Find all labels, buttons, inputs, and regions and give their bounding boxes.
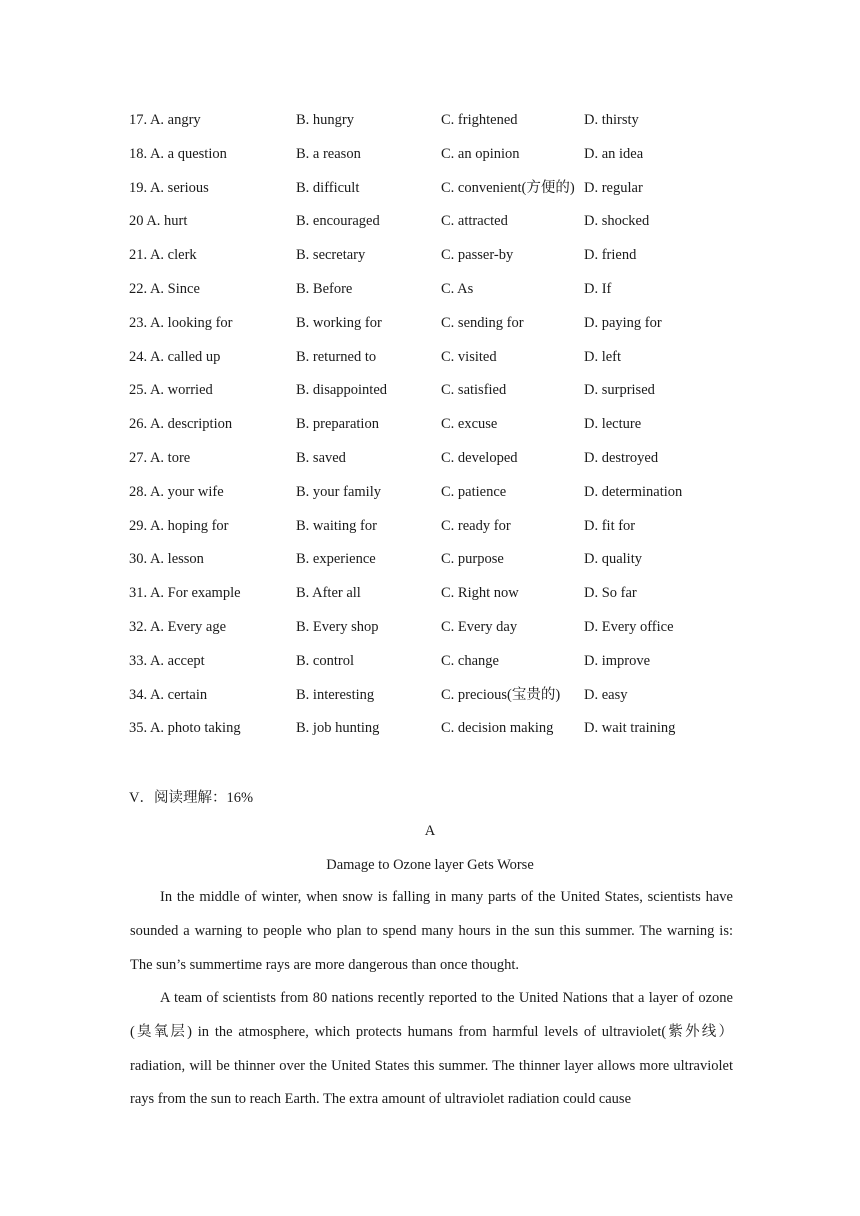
option-c: C. an opinion bbox=[441, 145, 520, 162]
option-a: 21. A. clerk bbox=[129, 247, 197, 264]
option-row bbox=[129, 611, 749, 645]
option-row bbox=[129, 138, 749, 172]
option-row bbox=[129, 442, 749, 476]
option-b: B. returned to bbox=[296, 348, 377, 365]
option-row bbox=[129, 374, 749, 408]
option-row bbox=[129, 679, 749, 713]
option-d: D. shocked bbox=[584, 213, 650, 230]
option-b: B. hungry bbox=[296, 112, 354, 128]
option-d: D. So far bbox=[584, 585, 637, 602]
option-a: 19. A. serious bbox=[129, 179, 209, 196]
option-d: D. thirsty bbox=[584, 112, 639, 128]
option-a: 22. A. Since bbox=[129, 280, 200, 297]
option-d: D. destroyed bbox=[584, 449, 659, 466]
option-c: C. change bbox=[441, 652, 499, 669]
option-c: C. excuse bbox=[441, 416, 498, 433]
option-c: C. passer-by bbox=[441, 247, 514, 264]
option-a: 27. A. tore bbox=[129, 449, 191, 466]
option-b: B. After all bbox=[296, 585, 361, 602]
option-c: C. developed bbox=[441, 449, 518, 466]
option-c: C. As bbox=[441, 280, 474, 297]
option-a: 30. A. lesson bbox=[129, 551, 204, 568]
option-row bbox=[129, 307, 749, 341]
section-heading: V．阅读理解：16% bbox=[129, 790, 254, 806]
option-a: 32. A. Every age bbox=[129, 618, 227, 635]
option-c: C. decision making bbox=[441, 720, 554, 737]
option-c: C. convenient(方便的) bbox=[441, 179, 575, 196]
option-row bbox=[129, 543, 749, 577]
option-b: B. working for bbox=[296, 314, 382, 331]
option-c: C. sending for bbox=[441, 314, 524, 331]
option-b: B. disappointed bbox=[296, 382, 388, 399]
option-row bbox=[129, 408, 749, 442]
option-b: B. waiting for bbox=[296, 517, 377, 534]
cloze-options bbox=[129, 104, 749, 746]
option-d: D. improve bbox=[584, 652, 651, 669]
option-a: 35. A. photo taking bbox=[129, 720, 241, 737]
option-b: B. saved bbox=[296, 449, 346, 466]
option-c: C. patience bbox=[441, 483, 507, 500]
option-c: C. frightened bbox=[441, 112, 518, 128]
option-d: D. paying for bbox=[584, 314, 662, 331]
option-a: 34. A. certain bbox=[129, 686, 208, 703]
option-row bbox=[129, 510, 749, 544]
option-row bbox=[129, 712, 749, 746]
option-d: D. left bbox=[584, 348, 622, 365]
passage-letter: A bbox=[424, 823, 436, 839]
option-c: C. visited bbox=[441, 348, 497, 365]
option-a: 26. A. description bbox=[129, 416, 233, 433]
option-a: 25. A. worried bbox=[129, 382, 213, 399]
option-c: C. attracted bbox=[441, 213, 508, 230]
option-row bbox=[129, 645, 749, 679]
option-b: B. preparation bbox=[296, 416, 379, 433]
option-a: 31. A. For example bbox=[129, 585, 241, 602]
option-d: D. Every office bbox=[584, 618, 674, 635]
option-d: D. surprised bbox=[584, 382, 655, 399]
option-d: D. If bbox=[584, 280, 612, 297]
option-row bbox=[129, 577, 749, 611]
option-d: D. lecture bbox=[584, 416, 642, 433]
passage-title: Damage to Ozone layer Gets Worse bbox=[326, 857, 534, 873]
option-row bbox=[129, 341, 749, 375]
option-b: B. encouraged bbox=[296, 213, 380, 230]
option-b: B. Every shop bbox=[296, 618, 379, 635]
option-d: D. wait training bbox=[584, 720, 676, 737]
option-b: B. difficult bbox=[296, 179, 360, 196]
option-d: D. fit for bbox=[584, 517, 636, 534]
option-d: D. easy bbox=[584, 686, 628, 703]
option-d: D. an idea bbox=[584, 145, 644, 162]
option-c: C. Every day bbox=[441, 618, 518, 635]
option-row bbox=[129, 273, 749, 307]
option-b: B. experience bbox=[296, 551, 376, 568]
option-a: 29. A. hoping for bbox=[129, 517, 229, 534]
option-d: D. quality bbox=[584, 551, 642, 568]
option-a: 18. A. a question bbox=[129, 145, 227, 162]
option-b: B. your family bbox=[296, 483, 381, 500]
option-b: B. job hunting bbox=[296, 720, 380, 737]
option-row bbox=[129, 104, 749, 138]
option-b: B. interesting bbox=[296, 686, 375, 703]
option-c: C. precious(宝贵的) bbox=[441, 686, 561, 703]
option-row bbox=[129, 239, 749, 273]
option-a: 24. A. called up bbox=[129, 348, 221, 365]
option-a: 23. A. looking for bbox=[129, 314, 233, 331]
option-d: D. determination bbox=[584, 483, 683, 500]
passage-paragraph: In the middle of winter, when snow is falling in many parts of the United States, scientists have sounded a warning to people who plan to spend many hours in the sun this summer. The warning is: The sun’s summertime rays are more dangerous than once thought. bbox=[130, 889, 733, 973]
option-b: B. a reason bbox=[296, 145, 361, 162]
option-c: C. purpose bbox=[441, 551, 504, 568]
option-row bbox=[129, 476, 749, 510]
option-d: D. friend bbox=[584, 247, 637, 264]
option-a: 17. A. angry bbox=[129, 112, 201, 128]
passage-paragraph: A team of scientists from 80 nations recently reported to the United Nations that a layer of ozone (臭氧层) in the atmosphere, which protects humans from harmful levels of ultraviolet(紫外线） radiation, will be thinner over the United States this summer. The thinner layer allows more ultraviolet rays from the sun to reach Earth. The extra amount of ultraviolet radiation could cause bbox=[130, 990, 733, 1108]
option-c: C. ready for bbox=[441, 517, 511, 534]
option-c: C. satisfied bbox=[441, 382, 507, 399]
option-a: 20 A. hurt bbox=[129, 213, 188, 230]
option-a: 28. A. your wife bbox=[129, 483, 224, 500]
option-c: C. Right now bbox=[441, 585, 519, 602]
option-b: B. secretary bbox=[296, 247, 366, 264]
option-a: 33. A. accept bbox=[129, 652, 205, 669]
option-d: D. regular bbox=[584, 179, 643, 196]
option-row bbox=[129, 172, 749, 206]
option-row bbox=[129, 205, 749, 239]
option-b: B. control bbox=[296, 652, 354, 669]
option-b: B. Before bbox=[296, 280, 353, 297]
